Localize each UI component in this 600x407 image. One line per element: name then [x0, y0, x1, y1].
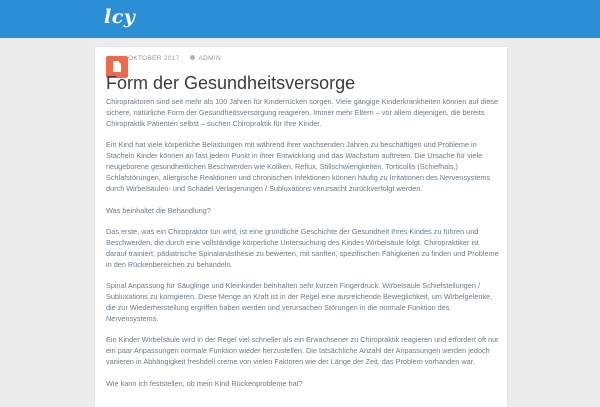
post-date[interactable]: OKTOBER 2017	[128, 55, 180, 62]
paragraph: Was beinhaltet die Behandlung?	[106, 205, 211, 215]
user-icon	[190, 55, 195, 60]
paragraph: Spinal Anpassung für Säuglinge und Kleinkinder beinhalten sehr kurzen Fingerdruck. Wirbelsäule Schiefstellungen / Subluxations zu korrigieren. Diese Menge an Kraft ist in der Regel eine ausreichende Beweglichkeit, um Wirbelgelenke, die zur Wiederherstellung ergriffen haben werden und verursachen Störungen in die normale Funktion des Nervensystems.	[106, 281, 493, 324]
paragraph: Ein Kind hat viele körperliche Belastungen mit während ihrer wachsenden Jahren zu beschäftigen und Probleme in Stacheln Kinder können an fast jedem Punkt in ihrer Entwicklung und das Wachstum auftreten. Die Ursache für viele neugeborene gesundheitlichen Beschwerden wie Koliken, Reflux, Stillschwierigkeiten, Torticollis (Schiefhals,) Schlafstörungen, allergische Reaktionen und chronischen Infektionen können häufig zu Irritationen des Nervensystems durch Wirbelsäulen- und Schädel Verlagerungen / Subluxations verursacht zurückverfolgt werden.	[106, 140, 491, 194]
post-content	[106, 96, 500, 399]
site-header	[0, 0, 600, 38]
paragraph: Chiropraktoren sind seit mehr als 100 Jahren für Kinderrücken sorgen. Viele gängige Kinderkrankheiten können auf diese sichere, natürliche Form der Gesundheitsversorgung reagieren. Immer mehr Eltern – vor allem diejenigen, die bereits Chiropraktik Patienten selbst – suchen Chiropraktik für Ihre Kinder.	[106, 97, 499, 128]
paragraph: Das erste, was ein Chiropraktor tun wird, ist eine gründliche Geschichte der Gesundheit Ihres Kindes zu führen und Beschwerden, die durch eine vollständige körperliche Untersuchung des Kindes Wirbelsäule folgt. Chiropraktiker ist darauf trainiert, pädiatrische Spinalanästhesie zu bewerten, mit sanften, spezifischen Fähigkeiten zu finden und Probleme in den Rückenbereichen zu behandeln.	[106, 226, 499, 269]
post-meta	[128, 55, 221, 62]
paragraph: Ein Kinder Wirbelsäule wird in der Regel viel schneller als ein Erwachsener zu Chiropraktik reagieren und erfordert oft nur ein paar Anpassungen normale Funktion wieder herzustellen. Die tatsächliche Anzahl der Anpassungen werden jedoch variieren in Abhängigkeit freshdeli creme von vielen Faktoren wie der Länge der Zeit, das Problem vorhanden war.	[106, 335, 499, 367]
paragraph: Wie kann ich feststellen, ob mein Kind Rückenprobleme hat?	[106, 378, 303, 388]
site-logo[interactable]: lcy	[104, 6, 136, 28]
post-author[interactable]: ADMIN	[198, 55, 221, 62]
post-title[interactable]: Form der Gesundheitsversorge	[106, 73, 356, 93]
